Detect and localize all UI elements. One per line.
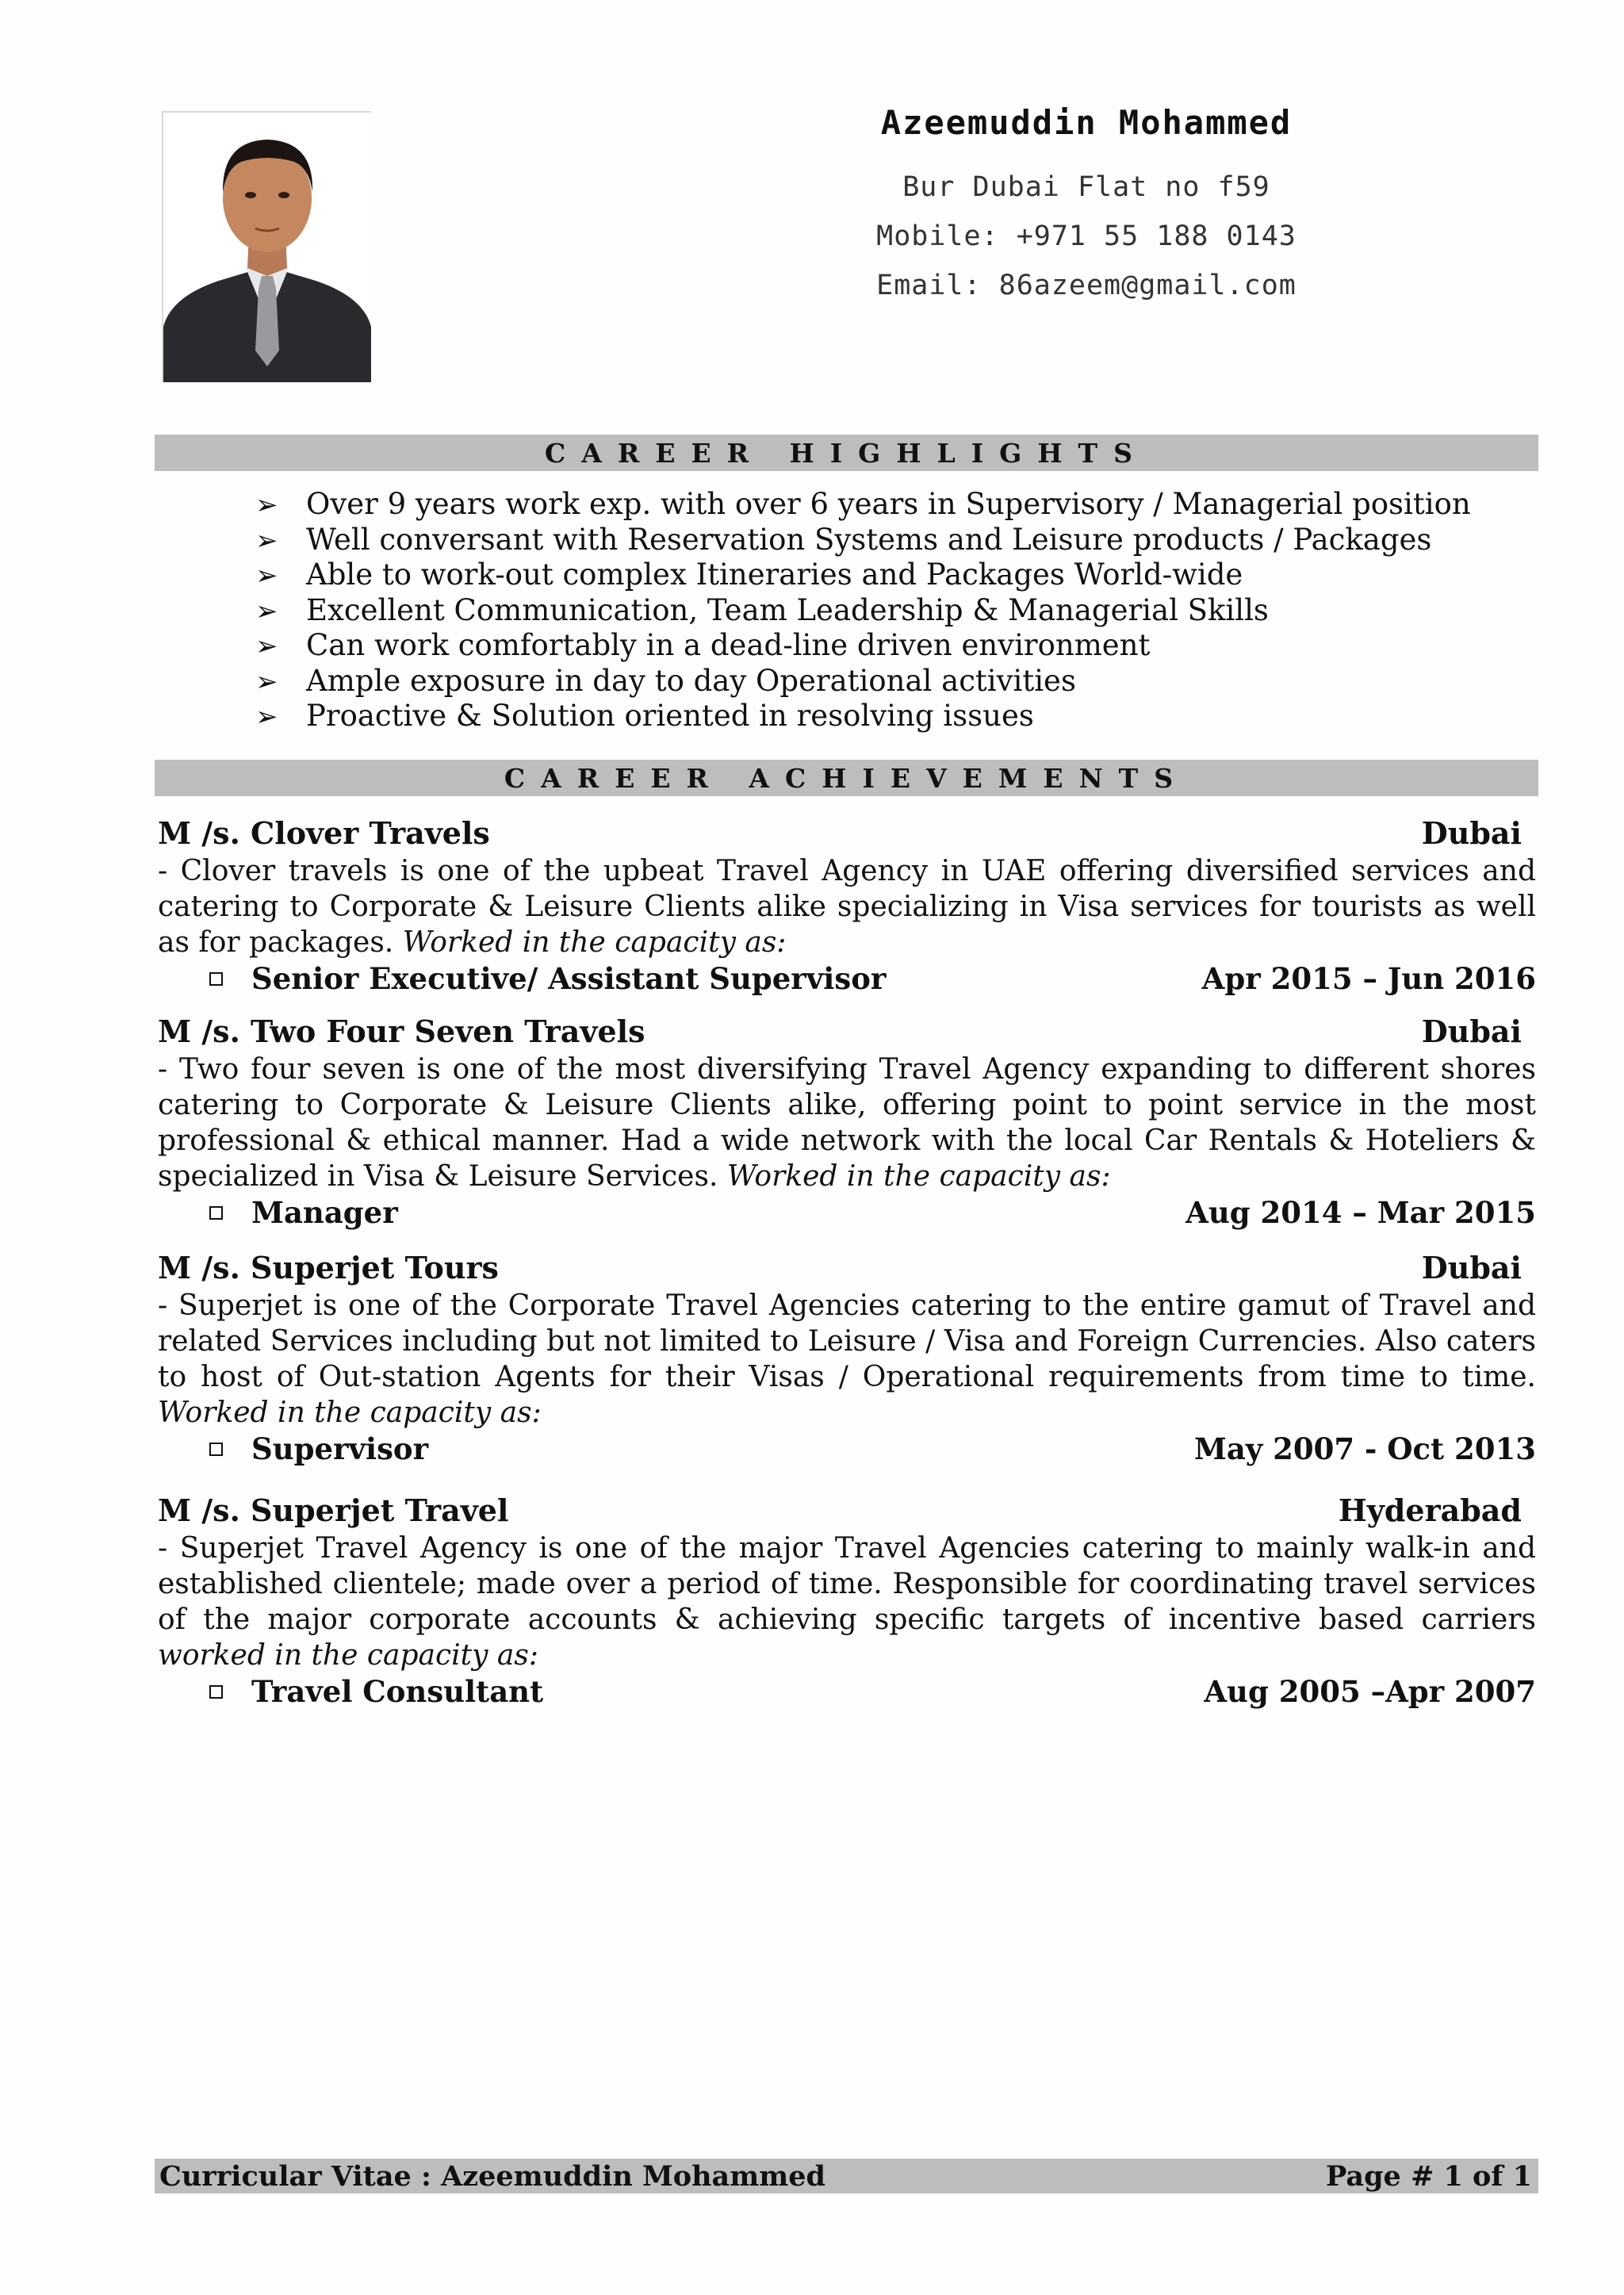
role-period: Apr 2015 – Jun 2016 (1201, 961, 1536, 996)
career-achievements-heading: CAREER ACHIEVEMENTS (155, 760, 1538, 796)
company-name: M /s. Clover Travels (158, 815, 490, 851)
highlights-list (255, 487, 1471, 734)
career-highlights-heading: CAREER HIGHLIGHTS (155, 435, 1538, 471)
job-entry-clover-travels (158, 814, 1536, 997)
list-item: ➢ Over 9 years work exp. with over 6 years in Supervisory / Managerial position (255, 487, 1471, 523)
job-location: Hyderabad (1338, 1492, 1522, 1528)
company-name: M /s. Superjet Tours (158, 1250, 499, 1285)
job-location: Dubai (1421, 1013, 1522, 1049)
list-item: ➢ Proactive & Solution oriented in resolving issues (255, 699, 1471, 734)
page-footer (155, 2159, 1538, 2193)
job-entry-superjet-tours (158, 1248, 1536, 1467)
page-number: Page # 1 of 1 (1326, 2159, 1532, 2193)
square-bullet-icon (209, 972, 223, 986)
list-item: ➢ Well conversant with Reservation Systems and Leisure products / Packages (255, 523, 1471, 558)
job-role (158, 1194, 1536, 1231)
arrow-bullet-icon: ➢ (255, 630, 278, 662)
arrow-bullet-icon: ➢ (255, 665, 278, 698)
job-role (158, 1673, 1536, 1710)
footer-title: Curricular Vitae : Azeemuddin Mohammed (159, 2159, 826, 2193)
list-item: ➢ Excellent Communication, Team Leadership & Managerial Skills (255, 593, 1471, 629)
candidate-name: Azeemuddin Mohammed (880, 103, 1293, 142)
list-item: ➢ Can work comfortably in a dead-line driven environment (255, 628, 1471, 664)
job-header (158, 1248, 1536, 1288)
address: Bur Dubai Flat no f59 (902, 171, 1270, 203)
capacity-label: Worked in the capacity as: (402, 926, 787, 959)
job-description: - Superjet Travel Agency is one of the major Travel Agencies catering to mainly walk-in and established clientele; made over a period of time. Responsible for coordinating travel services of the major corporate accounts & achieving specific targets of incentive based carriers worked in the capacity as: (158, 1532, 1536, 1672)
company-name: M /s. Two Four Seven Travels (158, 1013, 645, 1049)
job-location: Dubai (1421, 1250, 1522, 1285)
square-bullet-icon (209, 1206, 223, 1220)
role-title: Manager (251, 1195, 398, 1230)
person-portrait-icon (163, 113, 371, 382)
role-title: Supervisor (251, 1431, 429, 1466)
job-location: Dubai (1421, 815, 1522, 851)
arrow-bullet-icon: ➢ (255, 701, 278, 733)
square-bullet-icon (209, 1443, 223, 1456)
company-name: M /s. Superjet Travel (158, 1492, 509, 1528)
arrow-bullet-icon: ➢ (255, 524, 278, 557)
job-role (158, 1431, 1536, 1467)
arrow-bullet-icon: ➢ (255, 560, 278, 592)
capacity-label: Worked in the capacity as: (158, 1397, 542, 1429)
arrow-bullet-icon: ➢ (255, 489, 278, 521)
job-entry-superjet-travel (158, 1491, 1536, 1710)
capacity-label: Worked in the capacity as: (726, 1160, 1111, 1193)
job-header (158, 814, 1536, 853)
capacity-label: worked in the capacity as: (158, 1639, 538, 1672)
contact-block (785, 103, 1388, 310)
job-description: - Clover travels is one of the upbeat Travel Agency in UAE offering diversified services and catering to Corporate & Leisure Clients alike specializing in Visa services for tourists as well as for packages. Worked in the capacity as: (158, 855, 1536, 959)
list-item: ➢ Ample exposure in day to day Operational activities (255, 664, 1471, 699)
job-entry-two-four-seven (158, 1012, 1536, 1231)
list-item: ➢ Able to work-out complex Itineraries and Packages World-wide (255, 557, 1471, 593)
job-role (158, 960, 1536, 997)
role-title: Senior Executive/ Assistant Supervisor (251, 961, 887, 996)
job-description: - Superjet is one of the Corporate Travel Agencies catering to the entire gamut of Travel and related Services including but not limited to Leisure / Visa and Foreign Currencies. Also caters to host of Out-station Agents for their Visas / Operational requirements from time to time. Worked in the capacity as: (158, 1289, 1536, 1429)
email-address: Email: 86azeem@gmail.com (876, 270, 1297, 301)
arrow-bullet-icon: ➢ (255, 595, 278, 627)
square-bullet-icon (209, 1685, 223, 1699)
role-period: Aug 2005 –Apr 2007 (1204, 1674, 1536, 1709)
job-header (158, 1491, 1536, 1531)
profile-photo (162, 111, 371, 382)
mobile-number: Mobile: +971 55 188 0143 (876, 220, 1297, 252)
role-period: May 2007 - Oct 2013 (1193, 1431, 1536, 1466)
role-period: Aug 2014 – Mar 2015 (1185, 1195, 1536, 1230)
job-description: - Two four seven is one of the most diversifying Travel Agency expanding to different shores catering to Corporate & Leisure Clients alike, offering point to point service in the most professional & ethical manner. Had a wide network with the local Car Rentals & Hoteliers & specialized in Visa & Leisure Services. Worked in the capacity as: (158, 1053, 1536, 1193)
role-title: Travel Consultant (251, 1674, 544, 1709)
job-header (158, 1012, 1536, 1052)
